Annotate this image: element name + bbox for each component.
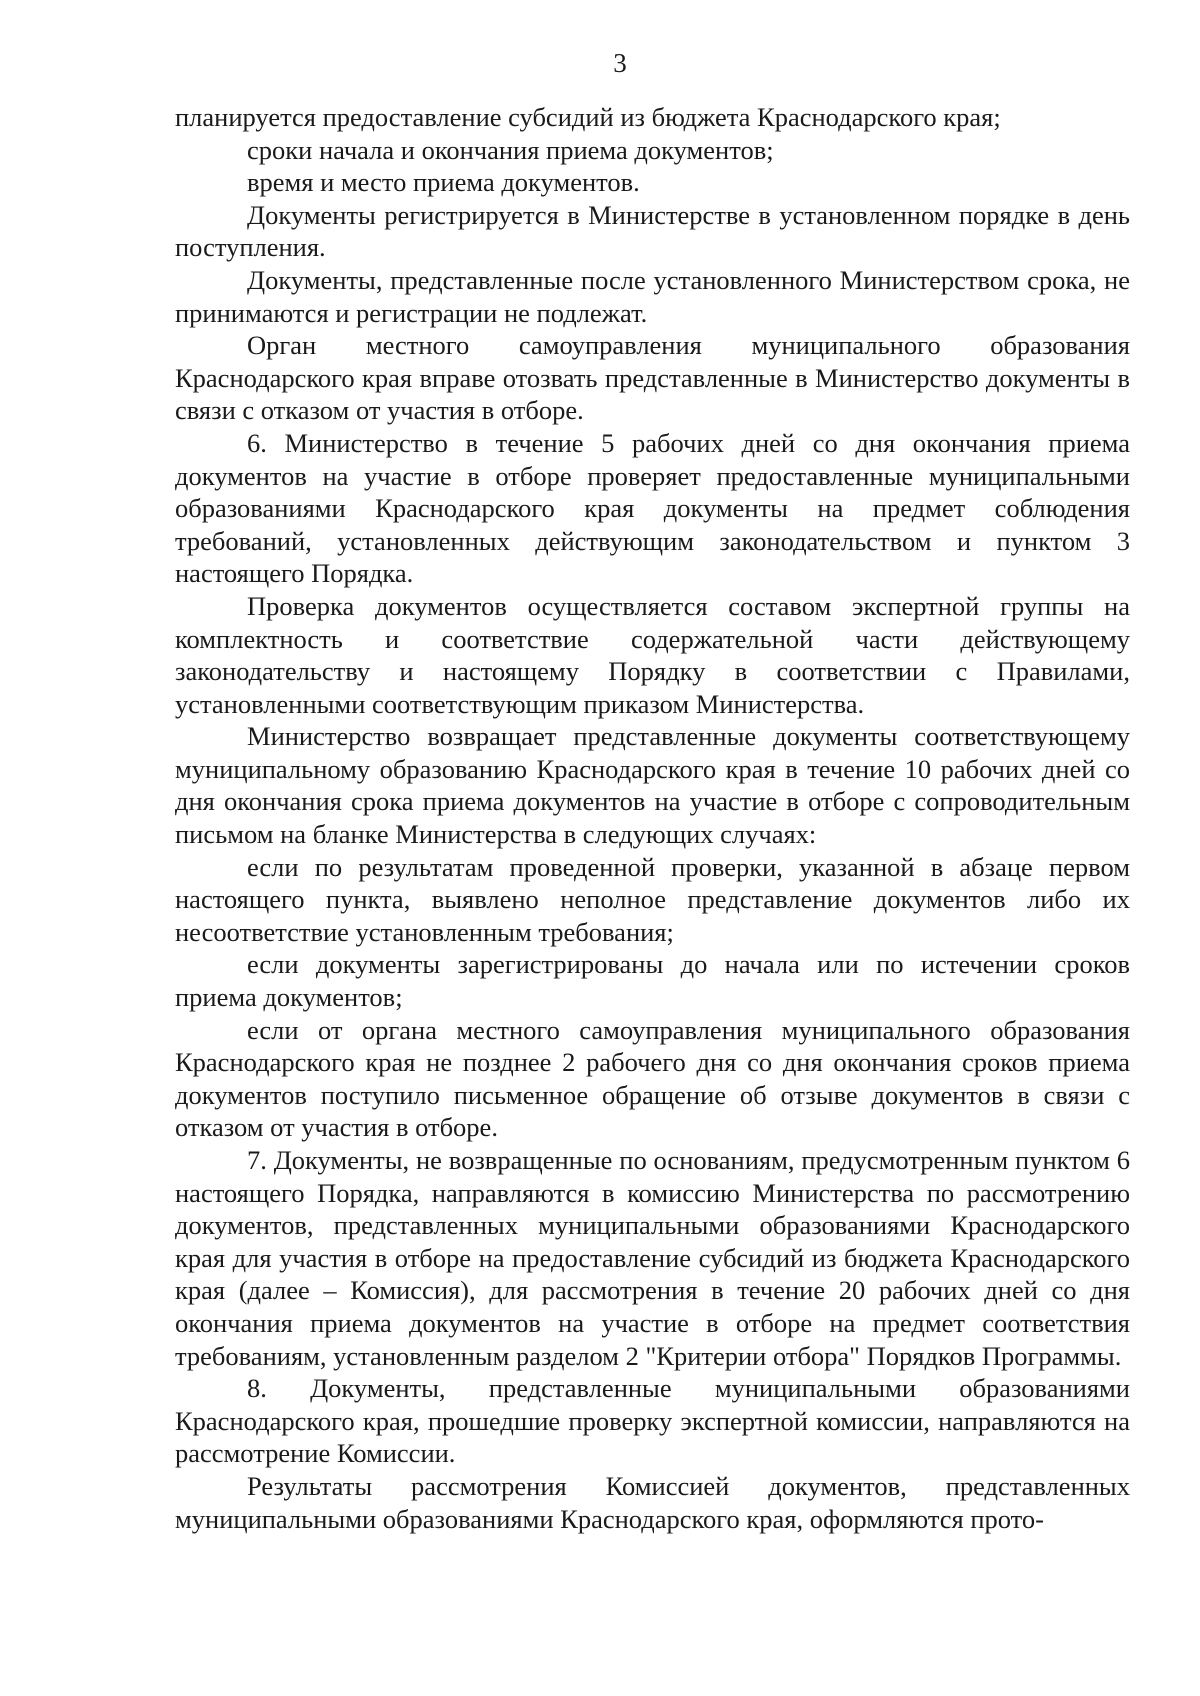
- list-item-incomplete: если по результатам проведенной проверки, указанной в абзаце первом настоящего пункта, выявлено неполное представление документов либо их несоответствие установленным требования;: [175, 851, 1130, 947]
- clause-7: 7. Документы, не возвращенные по основаниям, предусмотренным пунктом 6 настоящего Порядка, направляются в комиссию Министерства по рассмотрению документов, представленных муниципальными образованиями Краснодарского края для участия в отборе на предоставление субсидий из бюджета Краснодарского края (далее – Комиссия), для рассмотрения в течение 20 рабочих дней со дня окончания приема документов на участие в отборе на предмет соответствия требованиям, установленным разделом 2 "Критерии отбора" Порядков Программы.: [175, 1145, 1130, 1371]
- list-item-time-place: время и место приема документов.: [247, 167, 640, 198]
- clause-8: 8. Документы, представленные муниципальными образованиями Краснодарского края, прошедшие проверку экспертной комиссии, направляются на рассмотрение Комиссии.: [175, 1373, 1130, 1469]
- paragraph-results: Результаты рассмотрения Комиссией документов, представленных муниципальными образованиями Краснодарского края, оформляются прото-: [175, 1470, 1130, 1534]
- paragraph-continuation: планируется предоставление субсидий из бюджета Краснодарского края;: [175, 102, 1001, 132]
- document-body: [175, 101, 1130, 1535]
- paragraph-withdrawal: Орган местного самоуправления муниципального образования Краснодарского края вправе отозвать представленные в Министерство документы в связи с отказом от участия в отборе.: [175, 330, 1130, 426]
- list-item-deadlines: сроки начала и окончания приема документов;: [247, 134, 774, 165]
- paragraph-registration: Документы регистрируется в Министерстве в установленном порядке в день поступления.: [175, 199, 1130, 263]
- paragraph-document-check: Проверка документов осуществляется составом экспертной группы на комплектность и соответствие содержательной части действующему законодательству и настоящему Порядку в соответствии с Правилами, установленными соответствующим приказом Министерства.: [175, 590, 1130, 719]
- paragraph-late-documents: Документы, представленные после установленного Министерством срока, не принимаются и регистрации не подлежат.: [175, 264, 1130, 328]
- list-item-out-of-term: если документы зарегистрированы до начала или по истечении сроков приема документов;: [175, 949, 1130, 1013]
- clause-6: 6. Министерство в течение 5 рабочих дней со дня окончания приема документов на участие в отборе проверяет предоставленные муниципальными образованиями Краснодарского края документы на предмет соблюдения требований, установленных действующим законодательством и пунктом 3 настоящего Порядка.: [175, 427, 1130, 589]
- page-number: 3: [613, 48, 627, 78]
- paragraph-return-documents: Министерство возвращает представленные документы соответствующему муниципальному образованию Краснодарского края в течение 10 рабочих дней со дня окончания срока приема документов на участие в отборе с сопроводительным письмом на бланке Министерства в следующих случаях:: [175, 721, 1130, 850]
- list-item-withdrawal-request: если от органа местного самоуправления муниципального образования Краснодарского края не позднее 2 рабочего дня со дня окончания сроков приема документов поступило письменное обращение об отзыве документов в связи с отказом от участия в отборе.: [175, 1014, 1130, 1143]
